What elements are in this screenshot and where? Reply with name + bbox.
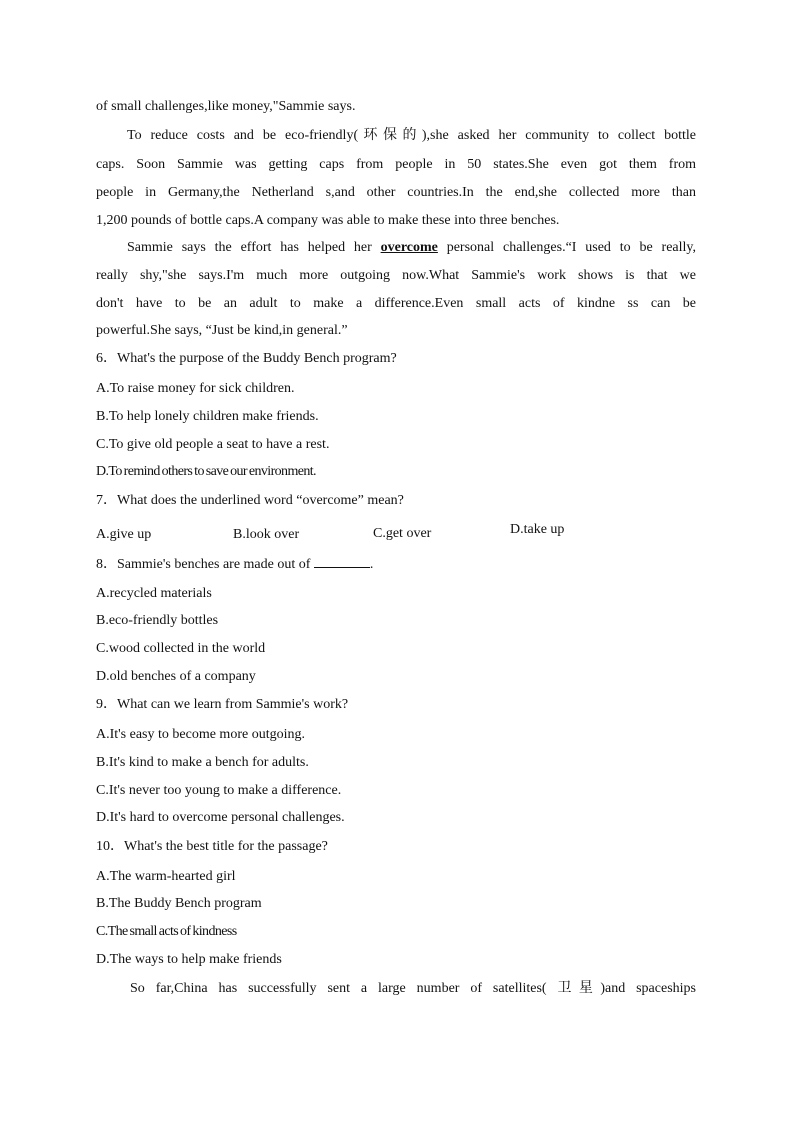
question-7-option-a: A.give up — [96, 527, 152, 542]
question-6-option-d: D.To remind others to save our environment. — [96, 464, 316, 479]
question-6-stem: 6．What's the purpose of the Buddy Bench program? — [96, 351, 397, 366]
passage-line: To reduce costs and be eco-friendly(环保的),she asked her community to collect bottle — [127, 128, 696, 143]
question-10-option-d: D.The ways to help make friends — [96, 952, 282, 967]
question-8-stem — [96, 555, 696, 574]
question-9-option-a: A.It's easy to become more outgoing. — [96, 727, 305, 742]
question-7-stem: 7．What does the underlined word “overcome” mean? — [96, 493, 404, 508]
question-7-option-c: C.get over — [373, 526, 432, 541]
question-8-option-b: B.eco-friendly bottles — [96, 613, 219, 628]
question-9-option-b: B.It's kind to make a bench for adults. — [96, 755, 309, 770]
question-8-option-d: D.old benches of a company — [96, 669, 256, 684]
question-10-option-b: B.The Buddy Bench program — [96, 896, 262, 911]
underlined-word: overcome — [380, 240, 438, 255]
question-6-option-b: B.To help lonely children make friends. — [96, 409, 319, 424]
question-7-option-b: B.look over — [233, 527, 300, 542]
question-7-option-d: D.take up — [510, 522, 565, 537]
question-10-option-c: C.The small acts of kindness — [96, 924, 237, 939]
answer-blank — [314, 555, 370, 568]
passage-line: don't have to be an adult to make a difference.Even small acts of kindne ss can be — [96, 296, 696, 311]
passage-text: personal challenges.“I used to be really, — [437, 240, 696, 255]
passage-text: Sammie says the effort has helped her — [127, 240, 381, 255]
question-8-stem-end: . — [369, 557, 374, 572]
question-6-option-a: A.To raise money for sick children. — [96, 381, 295, 396]
passage-line: caps. Soon Sammie was getting caps from people in 50 states.She even got them from — [96, 157, 696, 172]
question-8-option-c: C.wood collected in the world — [96, 641, 266, 656]
passage-line: of small challenges,like money,"Sammie says. — [96, 99, 356, 114]
question-10-stem: 10．What's the best title for the passage? — [96, 839, 328, 854]
passage-line: people in Germany,the Netherland s,and other countries.In the end,she collected more than — [96, 185, 696, 200]
passage-line: 1,200 pounds of bottle caps.A company was able to make these into three benches. — [96, 213, 560, 228]
question-9-stem: 9．What can we learn from Sammie's work? — [96, 697, 349, 712]
question-9-option-d: D.It's hard to overcome personal challenges. — [96, 810, 345, 825]
question-6-option-c: C.To give old people a seat to have a rest. — [96, 437, 330, 452]
passage-line: powerful.She says, “Just be kind,in general.” — [96, 323, 348, 338]
question-8-option-a: A.recycled materials — [96, 586, 212, 601]
question-10-option-a: A.The warm-hearted girl — [96, 869, 236, 884]
passage-line: really shy,"she says.I'm much more outgoing now.What Sammie's work shows is that we — [96, 268, 696, 283]
next-passage-line: So far,China has successfully sent a large number of satellites( 卫星)and spaceships — [130, 981, 696, 996]
passage-line — [127, 239, 696, 257]
question-9-option-c: C.It's never too young to make a difference. — [96, 783, 342, 798]
question-8-stem-text: 8．Sammie's benches are made out of — [96, 557, 314, 572]
